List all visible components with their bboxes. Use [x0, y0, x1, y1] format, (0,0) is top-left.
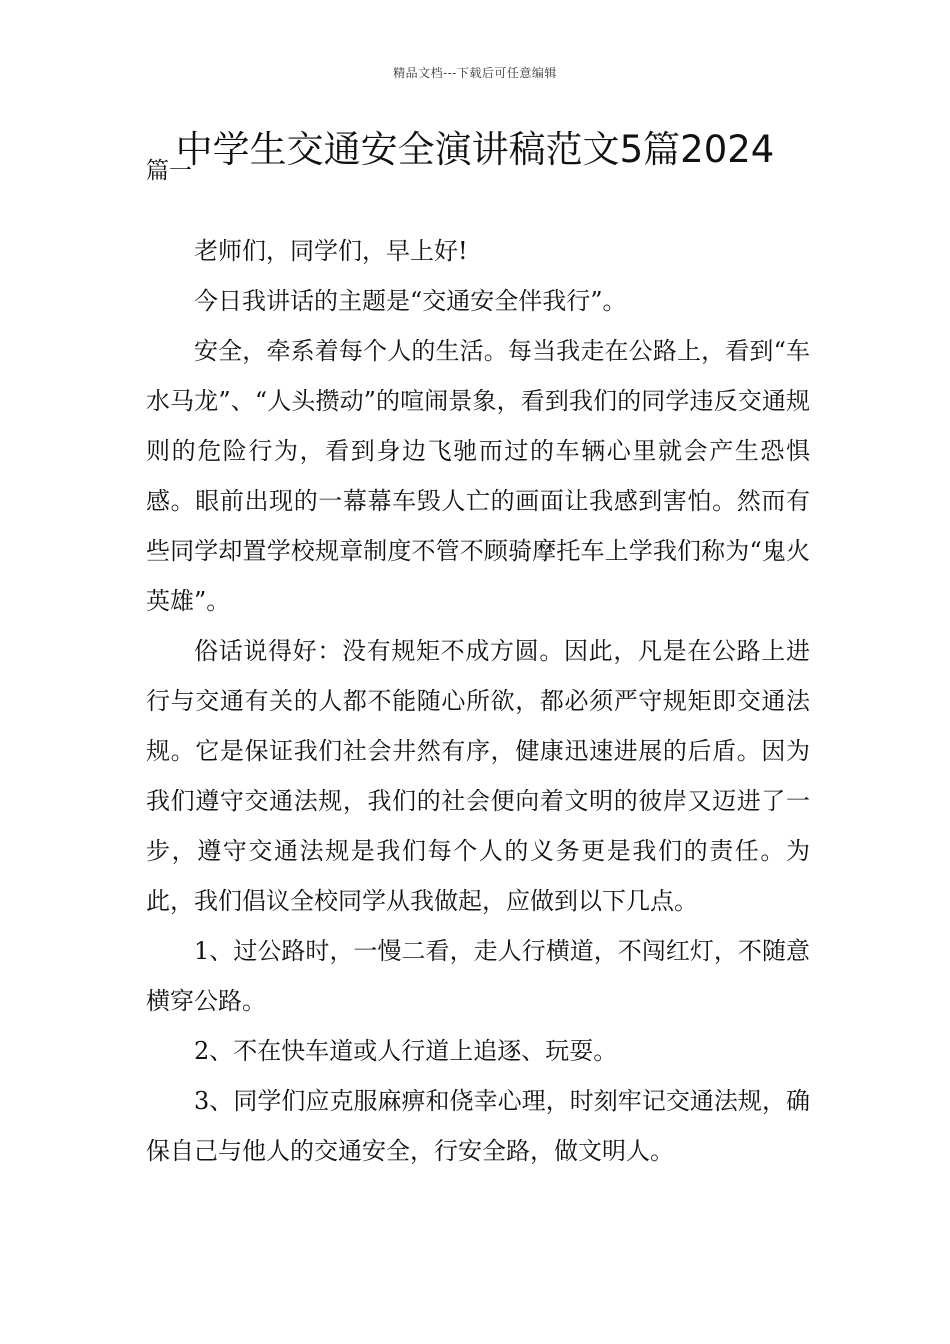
paragraph-point-2: 2、不在快车道或人行道上追逐、玩耍。: [194, 1037, 618, 1065]
paragraph-point-3: 3、同学们应克服麻痹和侥幸心理，时刻牢记交通法规，确保自己与他人的交通安全，行安全路，做文明人。: [146, 1087, 810, 1165]
paragraph-point-1: 1、过公路时，一慢二看，走人行横道，不闯红灯，不随意横穿公路。: [146, 937, 810, 1015]
paragraph-greeting: 老师们，同学们，早上好!: [194, 237, 468, 265]
paragraph-rules: 俗话说得好：没有规矩不成方圆。因此，凡是在公路上进行与交通有关的人都不能随心所欲，都必须严守规矩即交通法规。它是保证我们社会井然有序，健康迅速进展的后盾。因为我们遵守交通法规，我们的社会便向着文明的彼岸又迈进了一步，遵守交通法规是我们每个人的义务更是我们的责任。为此，我们倡议全校同学从我做起，应做到以下几点。: [146, 637, 810, 915]
document-body: [146, 226, 810, 1176]
paragraph-safety: 安全，牵系着每个人的生活。每当我走在公路上，看到“车水马龙”、“人头攒动”的喧闹景象，看到我们的同学违反交通规则的危险行为，看到身边飞驰而过的车辆心里就会产生恐惧感。眼前出现的一幕幕车毁人亡的画面让我感到害怕。然而有些同学却置学校规章制度不管不顾骑摩托车上学我们称为“鬼火英雄”。: [146, 337, 810, 615]
header-note: 精品文档---下载后可任意编辑: [393, 66, 557, 80]
section-label: 篇一: [146, 158, 192, 184]
document-title: 中学生交通安全演讲稿范文5篇2024: [175, 128, 775, 171]
paragraph-topic: 今日我讲话的主题是“交通安全伴我行”。: [194, 287, 627, 315]
